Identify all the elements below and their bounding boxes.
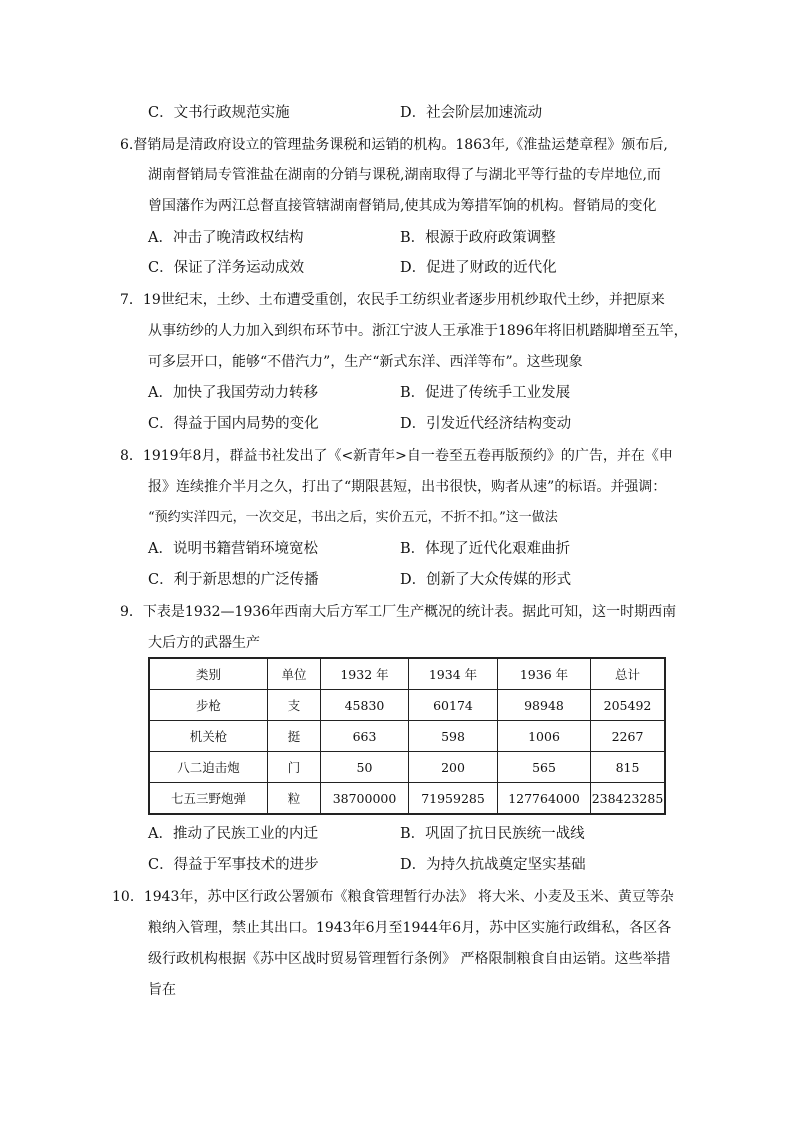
q6-stem-line: 曾国藩作为两江总督直接管辖湖南督销局,使其成为筹措军饷的机构。督销局的变化 (148, 198, 657, 214)
option-letter: A． (148, 230, 173, 246)
table-cell: 粒 (268, 783, 321, 815)
table-row (149, 783, 665, 815)
weapons-production-table (148, 657, 666, 815)
table-cell: 663 (321, 721, 409, 752)
table-row (149, 690, 665, 721)
option-letter: C． (148, 416, 174, 432)
table-cell: 598 (409, 721, 498, 752)
q9-stem-line: 9．下表是1932—1936年西南大后方军工厂生产概况的统计表。据此可知，这一时期西南 (120, 604, 677, 620)
option-text: 推动了民族工业的内迁 (172, 826, 318, 842)
q9-option-c (148, 855, 319, 875)
q10-stem-line: 粮纳入管理，禁止其出口。1943年6月至1944年6月，苏中区实施行政缉私，各区各 (148, 920, 672, 936)
table-header-cell: 总计 (591, 658, 666, 690)
option-letter: B． (400, 541, 426, 557)
option-letter: D． (400, 572, 427, 588)
option-letter: D． (400, 105, 427, 121)
table-header-cell: 1932 年 (321, 658, 409, 690)
q9-stem-line: 大后方的武器生产 (148, 635, 260, 651)
table-cell: 步枪 (149, 690, 268, 721)
option-letter: D． (400, 857, 427, 873)
option-letter: D． (400, 260, 427, 276)
q6-option-b (400, 228, 556, 248)
option-text: 保证了洋务运动成效 (173, 260, 305, 276)
table-row (149, 752, 665, 783)
table-cell: 565 (498, 752, 591, 783)
q7-option-a (148, 383, 318, 403)
q6-stem-line: 6.督销局是清政府设立的管理盐务课税和运销的机构。1863年,《淮盐运楚章程》颁布后, (120, 137, 668, 153)
table-cell: 2267 (591, 721, 666, 752)
table-cell: 挺 (268, 721, 321, 752)
option-letter: B． (400, 826, 426, 842)
q10-stem-line: 旨在 (148, 982, 176, 998)
table-cell: 815 (591, 752, 666, 783)
q7-option-b (400, 383, 570, 403)
table-header-cell: 单位 (268, 658, 321, 690)
option-letter: C． (148, 260, 174, 276)
q8-option-a (148, 539, 318, 559)
table-row (149, 721, 665, 752)
option-letter: C． (148, 857, 174, 873)
option-letter: C． (148, 572, 174, 588)
option-letter: B． (400, 230, 426, 246)
q5-option-c (148, 103, 290, 123)
option-text: 文书行政规范实施 (173, 105, 290, 121)
option-text: 引发近代经济结构变动 (426, 416, 572, 432)
table-cell: 71959285 (409, 783, 498, 815)
option-text: 巩固了抗日民族统一战线 (425, 826, 585, 842)
q6-option-c (148, 258, 304, 278)
q8-option-d (400, 570, 571, 590)
table-cell: 205492 (591, 690, 666, 721)
table-cell: 支 (268, 690, 321, 721)
option-text: 得益于国内局势的变化 (173, 416, 319, 432)
table-header-cell: 类别 (149, 658, 268, 690)
table-cell: 机关枪 (149, 721, 268, 752)
q9-option-a (148, 824, 318, 844)
q9-option-b (400, 824, 585, 844)
option-text: 冲击了晚清政权结构 (172, 230, 304, 246)
option-letter: A． (148, 385, 173, 401)
table-cell: 127764000 (498, 783, 591, 815)
table-cell: 98948 (498, 690, 591, 721)
q9-option-d (400, 855, 586, 875)
q8-stem-line: “预约实洋四元，一次交足，书出之后，实价五元，不折不扣。”这一做法 (148, 510, 558, 525)
option-text: 说明书籍营销环境宽松 (172, 541, 318, 557)
q8-stem-line: 8．1919年8月，群益书社发出了《<新青年>自一卷至五卷再版预约》的广告，并在《申 (120, 448, 673, 464)
q7-stem-line: 可多层开口，能够“不借汽力”，生产“新式东洋、西洋等布”。这些现象 (148, 354, 583, 370)
table-cell: 60174 (409, 690, 498, 721)
table-cell: 七五三野炮弹 (149, 783, 268, 815)
option-text: 体现了近代化艰难曲折 (425, 541, 571, 557)
q6-stem-line: 湖南督销局专管淮盐在湖南的分销与课税,湖南取得了与湖北平等行盐的专岸地位,而 (148, 167, 661, 183)
q5-option-d (400, 103, 542, 123)
option-text: 得益于军事技术的进步 (173, 857, 319, 873)
option-letter: A． (148, 826, 173, 842)
table-header-cell: 1936 年 (498, 658, 591, 690)
q7-option-c (148, 414, 319, 434)
table-cell: 1006 (498, 721, 591, 752)
q7-option-d (400, 414, 571, 434)
table-cell: 50 (321, 752, 409, 783)
q7-stem-line: 7．19世纪末，土纱、土布遭受重创，农民手工纺织业者逐步用机纱取代土纱，并把原来 (120, 292, 665, 308)
q8-option-b (400, 539, 570, 559)
option-text: 创新了大众传媒的形式 (426, 572, 572, 588)
table-cell: 38700000 (321, 783, 409, 815)
q7-stem-line: 从事纺纱的人力加入到织布环节中。浙江宁波人王承准于1896年将旧机踏脚增至五竿， (148, 323, 688, 339)
q10-stem-line: 10．1943年，苏中区行政公署颁布《粮食管理暂行办法》 将大米、小麦及玉米、黄豆等杂 (112, 889, 674, 905)
option-text: 加快了我国劳动力转移 (172, 385, 318, 401)
table-cell: 45830 (321, 690, 409, 721)
option-text: 为持久抗战奠定坚实基础 (426, 857, 586, 873)
option-letter: C． (148, 105, 174, 121)
option-text: 促进了财政的近代化 (426, 260, 557, 276)
table-cell: 八二迫击炮 (149, 752, 268, 783)
q6-option-a (148, 228, 303, 248)
q8-stem-line: 报》连续推介半月之久，打出了“期限甚短，出书很快，购者从速”的标语。并强调： (148, 479, 667, 495)
q10-stem-line: 级行政机构根据《苏中区战时贸易管理暂行条例》 严格限制粮食自由运销。这些举措 (148, 951, 671, 967)
table-header-row (149, 658, 665, 690)
table-cell: 200 (409, 752, 498, 783)
option-text: 社会阶层加速流动 (426, 105, 543, 121)
option-text: 根源于政府政策调整 (425, 230, 556, 246)
option-text: 利于新思想的广泛传播 (173, 572, 319, 588)
option-letter: A． (148, 541, 173, 557)
option-letter: B． (400, 385, 426, 401)
table-header-cell: 1934 年 (409, 658, 498, 690)
table-cell: 门 (268, 752, 321, 783)
option-text: 促进了传统手工业发展 (425, 385, 571, 401)
q6-option-d (400, 258, 557, 278)
q8-option-c (148, 570, 319, 590)
option-letter: D． (400, 416, 427, 432)
table-cell: 238423285 (591, 783, 666, 815)
